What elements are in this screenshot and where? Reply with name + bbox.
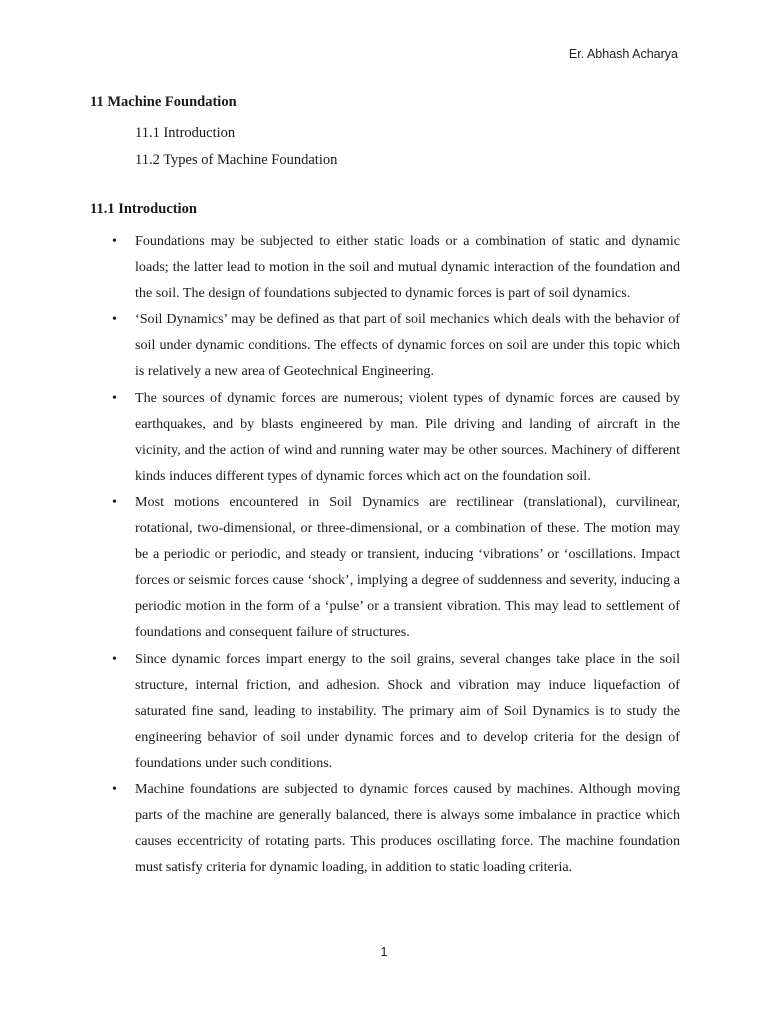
bullet-text: ‘Soil Dynamics’ may be defined as that part of soil mechanics which deals with the behavior of soil under dynamic conditions. The effects of dynamic forces on soil are under this topic which is relatively a new area of Geotechnical Engineering. bbox=[135, 311, 680, 380]
toc-item-types-of-machine-foundation: 11.2 Types of Machine Foundation bbox=[135, 152, 338, 168]
bullet-item bbox=[112, 489, 680, 646]
bullet-text: The sources of dynamic forces are numerous; violent types of dynamic forces are caused by earthquakes, and by blasts engineered by man. Pile driving and landing of aircraft in the vicinity, and the action of wind and running water may be other sources. Machinery of different kinds induces different types of dynamic forces which act on the foundation soil. bbox=[135, 389, 680, 484]
header-author: Er. Abhash Acharya bbox=[568, 47, 678, 61]
bullet-marker: • bbox=[112, 780, 117, 797]
bullet-item bbox=[112, 776, 680, 880]
bullet-marker: • bbox=[112, 493, 117, 510]
bullet-text: Most motions encountered in Soil Dynamics are rectilinear (translational), curvilinear, rotational, two-dimensional, or three-dimensional, or a combination of these. The motion may be a periodic or periodic, and steady or transient, inducing ‘vibrations’ or ‘oscillations. Impact forces or seismic forces cause ‘shock’, implying a degree of suddenness and severity, inducing a periodic motion in the form of a ‘pulse’ or a transient vibration. This may lead to settlement of foundations and consequent failure of structures. bbox=[135, 493, 680, 641]
bullet-marker: • bbox=[112, 389, 117, 406]
bullet-marker: • bbox=[112, 650, 117, 667]
bullet-marker: • bbox=[112, 311, 117, 328]
bullet-item bbox=[112, 385, 680, 489]
chapter-title: 11 Machine Foundation bbox=[90, 94, 237, 110]
page-number: 1 bbox=[380, 945, 388, 959]
bullet-text: Foundations may be subjected to either static loads or a combination of static and dynamic loads; the latter lead to motion in the soil and mutual dynamic interaction of the foundation and the soil. The design of foundations subjected to dynamic forces is part of soil dynamics. bbox=[135, 233, 680, 302]
bullet-item bbox=[112, 228, 680, 306]
bullet-list bbox=[112, 228, 680, 880]
bullet-item bbox=[112, 306, 680, 384]
section-heading: 11.1 Introduction bbox=[90, 201, 197, 217]
bullet-marker: • bbox=[112, 233, 117, 249]
bullet-text: Since dynamic forces impart energy to the soil grains, several changes take place in the soil structure, internal friction, and adhesion. Shock and vibration may induce liquefaction of saturated fine sand, leading to instability. The primary aim of Soil Dynamics is to study the engineering behavior of soil under dynamic forces and to develop criteria for the design of foundations under such conditions. bbox=[135, 650, 680, 771]
bullet-item bbox=[112, 646, 680, 776]
bullet-text: Machine foundations are subjected to dynamic forces caused by machines. Although moving parts of the machine are generally balanced, there is always some imbalance in practice which causes eccentricity of rotating parts. This produces oscillating force. The machine foundation must satisfy criteria for dynamic loading, in addition to static loading criteria. bbox=[135, 780, 680, 876]
toc-item-introduction: 11.1 Introduction bbox=[135, 125, 236, 141]
table-of-contents bbox=[135, 120, 337, 174]
